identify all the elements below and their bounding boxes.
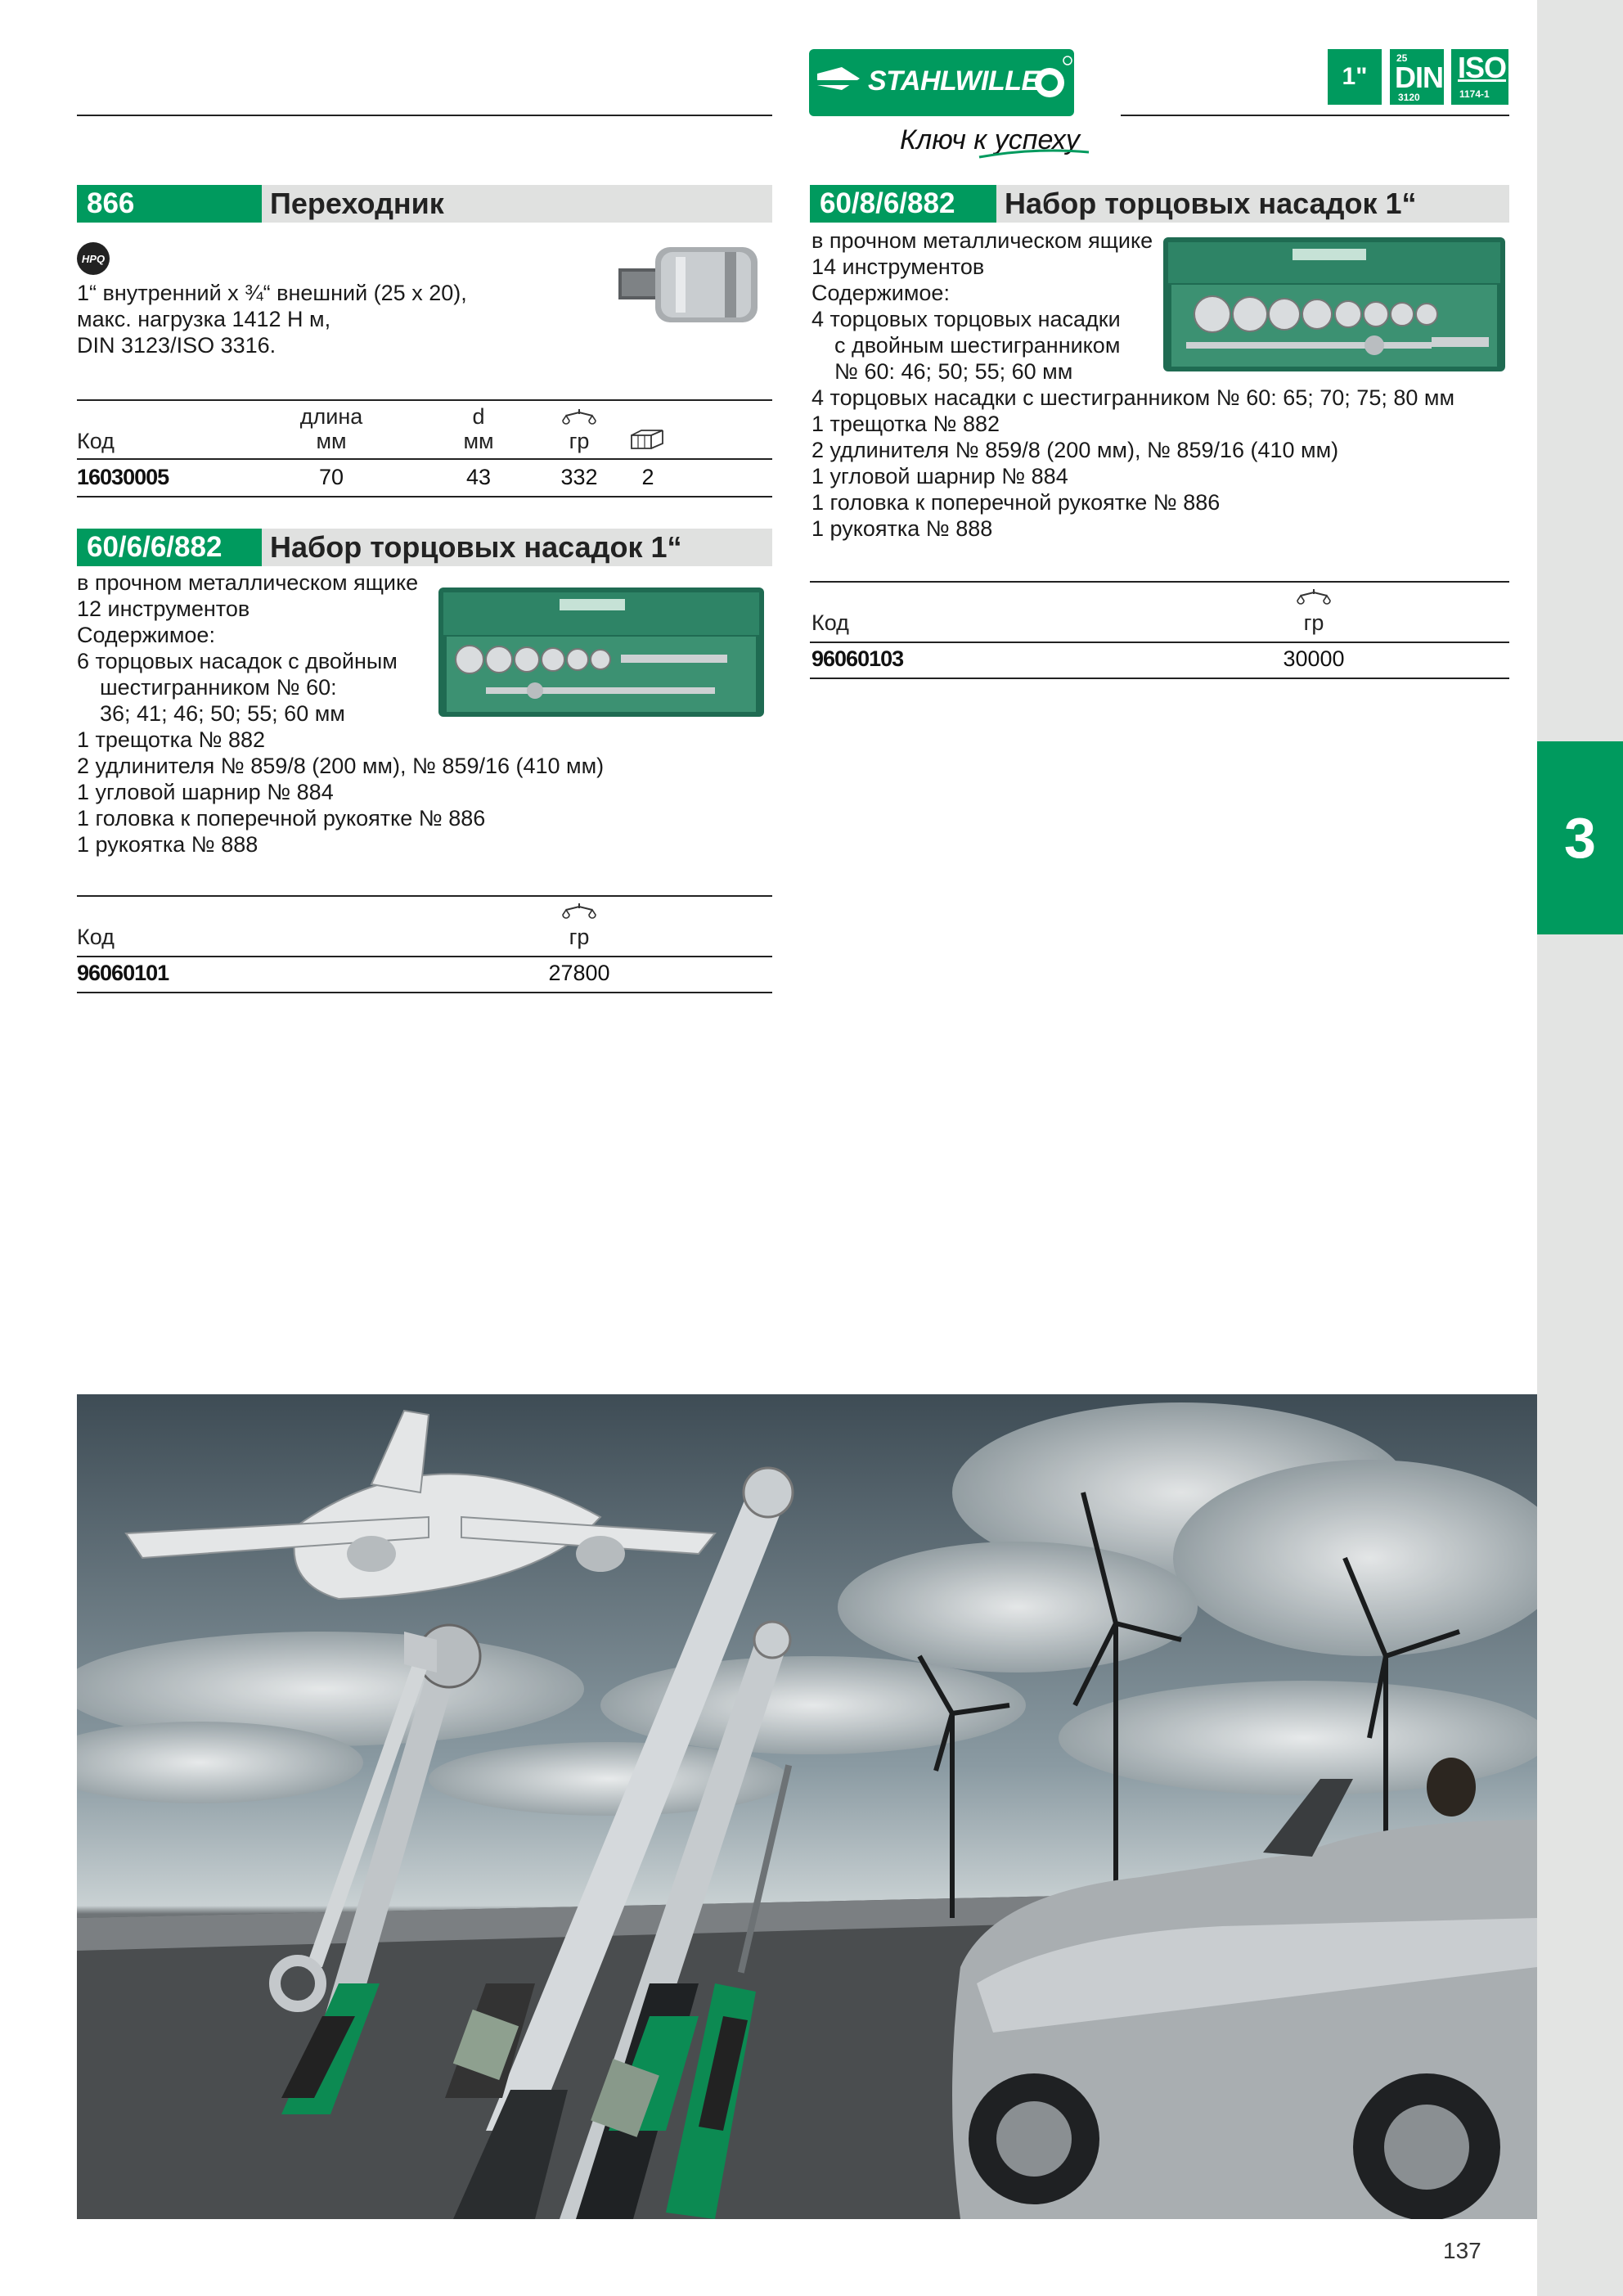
package-icon [628, 427, 668, 450]
section-title: Набор торцовых насадок 1“ [270, 530, 682, 564]
content-line: 4 торцовых торцовых насадки [812, 307, 1121, 331]
table-866-mid [77, 458, 772, 460]
header-code: Код [77, 925, 115, 949]
content-line: 1 трещотка № 882 [77, 727, 266, 752]
header-rule-right [1121, 115, 1509, 116]
content-line: с двойным шестигранником [834, 333, 1121, 358]
col-d-unit: мм [463, 429, 494, 453]
spec-line-1: 1“ внутренний x ¾“ внешний (25 x 20), [77, 281, 467, 305]
content-line: 1 рукоятка № 888 [77, 832, 259, 857]
code-cell: 16030005 [77, 465, 169, 489]
din-badge-label: DIN [1395, 61, 1443, 94]
header-rule-left [77, 115, 772, 116]
section-title: Переходник [270, 187, 444, 220]
weight-cell: 332 [560, 465, 598, 489]
chapter-tab[interactable]: 3 [1537, 741, 1623, 934]
section-number: 60/6/6/882 [77, 529, 262, 566]
din-badge [1390, 49, 1444, 105]
length-cell: 70 [318, 465, 344, 489]
content-line: 1 трещотка № 882 [812, 412, 1000, 436]
content-line: 1 угловой шарнир № 884 [812, 464, 1068, 488]
socket-set-case-image [1162, 236, 1507, 373]
code-cell: 96060103 [812, 646, 904, 671]
table-60-8-top [810, 581, 1509, 583]
col-length-unit: мм [316, 429, 347, 453]
iso-badge-label: ISO [1458, 51, 1507, 84]
section-title: Набор торцовых насадок 1“ [1005, 187, 1417, 220]
slogan-underline [978, 146, 1092, 162]
weight-cell: 27800 [548, 961, 610, 985]
content-line: 36; 41; 46; 50; 55; 60 мм [100, 701, 345, 726]
hpq-label: HPQ [81, 252, 106, 265]
content-line: 1 рукоятка № 888 [812, 516, 993, 541]
weight-scale-icon [1296, 586, 1332, 609]
col-length: длина [299, 404, 363, 429]
iso-badge [1451, 49, 1508, 105]
content-line: Содержимое: [77, 623, 215, 647]
size-badge: 1" [1328, 49, 1382, 105]
qty-cell: 2 [641, 465, 654, 489]
page-number: 137 [1443, 2238, 1481, 2263]
content-line: № 60: 46; 50; 55; 60 мм [834, 359, 1073, 384]
header-code: Код [77, 429, 115, 453]
content-line: 2 удлинителя № 859/8 (200 мм), № 859/16 (410 мм) [812, 438, 1339, 462]
content-line: в прочном металлическом ящике [77, 570, 419, 595]
content-line: Содержимое: [812, 281, 950, 305]
socket-set-case-image [437, 586, 766, 718]
content-line: шестигранником № 60: [100, 675, 337, 700]
weight-scale-icon [561, 900, 597, 923]
content-line: 1 угловой шарнир № 884 [77, 780, 334, 804]
side-strip [1537, 0, 1623, 2296]
section-number: 866 [77, 185, 262, 223]
content-line: в прочном металлическом ящике [812, 228, 1153, 253]
table-60-6-top [77, 895, 772, 897]
section-60-6-header [77, 529, 772, 566]
col-d: d [472, 404, 485, 429]
logo-text: STAHLWILLE [868, 65, 1040, 97]
tools-airplane-car-illustration [77, 1394, 1537, 2219]
table-60-8-mid [810, 642, 1509, 643]
section-866-header [77, 185, 772, 223]
content-line: 6 торцовых насадок с двойным [77, 649, 398, 673]
col-weight-unit: гр [569, 925, 590, 949]
weight-cell: 30000 [1283, 646, 1345, 671]
header-code: Код [812, 610, 849, 635]
spec-line-2: макс. нагрузка 1412 Н м, [77, 307, 331, 331]
spec-line-3: DIN 3123/ISO 3316. [77, 333, 276, 358]
code-cell: 96060101 [77, 961, 169, 985]
content-line: 12 инструментов [77, 597, 250, 621]
din-badge-top: 25 [1396, 52, 1408, 64]
content-line: 1 головка к поперечной рукоятке № 886 [77, 806, 486, 831]
stahlwille-logo [809, 49, 1074, 116]
adapter-product-image [610, 236, 774, 334]
slogan: Ключ к успеху [900, 124, 1080, 155]
weight-scale-icon [561, 406, 597, 429]
content-line: 14 инструментов [812, 254, 985, 279]
section-60-8-header [810, 185, 1509, 223]
col-weight-unit: гр [1303, 610, 1324, 635]
table-866-bottom [77, 496, 772, 497]
content-line: 1 головка к поперечной рукоятке № 886 [812, 490, 1221, 515]
table-60-6-bottom [77, 992, 772, 993]
hpq-icon [77, 242, 110, 275]
section-number: 60/8/6/882 [810, 185, 996, 223]
table-866-top [77, 399, 772, 401]
d-cell: 43 [465, 465, 492, 489]
table-60-6-mid [77, 956, 772, 957]
iso-badge-bottom: 1174-1 [1459, 88, 1490, 100]
content-line: 4 торцовых насадки с шестигранником № 60: 65; 70; 75; 80 мм [812, 385, 1455, 410]
content-line: 2 удлинителя № 859/8 (200 мм), № 859/16 (410 мм) [77, 754, 605, 778]
din-badge-bottom: 3120 [1398, 92, 1420, 103]
table-60-8-bottom [810, 678, 1509, 679]
col-weight-unit: гр [569, 429, 590, 453]
hero-photo [77, 1394, 1537, 2219]
